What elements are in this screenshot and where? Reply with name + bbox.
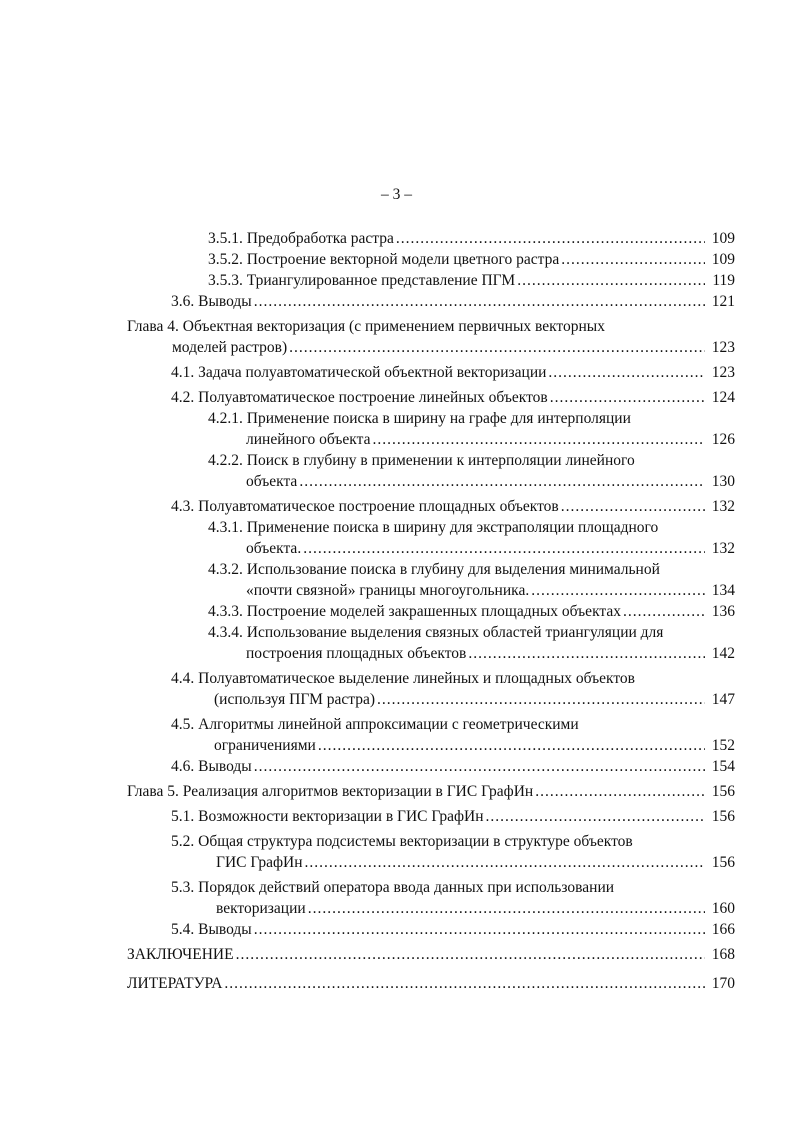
toc-page-ref: 168 bbox=[711, 946, 735, 963]
dot-leader bbox=[561, 496, 705, 517]
dot-leader bbox=[303, 538, 705, 559]
toc-title: ЛИТЕРАТУРА bbox=[127, 975, 223, 992]
toc-entry-4-3-4[interactable] bbox=[208, 622, 735, 664]
dot-leader bbox=[308, 898, 705, 919]
toc-title: 4.1. Задача полуавтоматической объектной векторизации bbox=[171, 364, 547, 381]
toc-title: ЗАКЛЮЧЕНИЕ bbox=[127, 946, 234, 963]
toc-page-ref: 109 bbox=[711, 230, 735, 247]
toc-page-ref: 126 bbox=[711, 431, 735, 448]
toc-title: 3.5.2. Построение векторной модели цветного растра bbox=[208, 251, 560, 268]
toc-title: 4.2.2. Поиск в глубину в применении к интерполяции линейного bbox=[208, 452, 635, 469]
toc-title-continued: ограничениями bbox=[214, 737, 316, 754]
toc-page-ref: 160 bbox=[711, 900, 735, 917]
toc-title: 4.2.1. Применение поиска в ширину на графе для интерполяции bbox=[208, 410, 631, 427]
dot-leader bbox=[468, 643, 705, 664]
toc-entry-4-1[interactable] bbox=[171, 362, 735, 383]
toc-page-ref: 130 bbox=[711, 473, 735, 490]
toc-title: 4.2. Полуавтоматическое построение линейных объектов bbox=[171, 389, 548, 406]
dot-leader bbox=[372, 429, 705, 450]
toc-title: 3.5.3. Триангулированное представление ПГМ bbox=[208, 272, 516, 289]
toc-entry-3-5-1[interactable] bbox=[208, 228, 735, 249]
toc-title-continued: ГИС ГрафИн bbox=[216, 854, 303, 871]
dot-leader bbox=[535, 781, 705, 802]
toc-entry-chapter-4[interactable] bbox=[127, 316, 735, 358]
toc-title-continued: объекта. bbox=[246, 540, 302, 557]
dot-leader bbox=[623, 601, 705, 622]
toc-page-ref: 170 bbox=[711, 975, 735, 992]
toc-entry-5-1[interactable] bbox=[171, 806, 735, 827]
toc-title-continued: объекта bbox=[246, 473, 298, 490]
toc-page-ref: 109 bbox=[711, 251, 735, 268]
toc-title: 4.3.4. Использование выделения связных областей триангуляции для bbox=[208, 624, 664, 641]
toc-page-ref: 132 bbox=[711, 498, 735, 515]
dot-leader bbox=[548, 362, 705, 383]
toc-page-ref: 121 bbox=[711, 293, 735, 310]
toc-title: 3.5.1. Предобработка растра bbox=[208, 230, 394, 247]
dot-leader bbox=[305, 852, 705, 873]
toc-title: Глава 5. Реализация алгоритмов векторизации в ГИС ГрафИн bbox=[127, 783, 534, 800]
dot-leader bbox=[531, 580, 705, 601]
toc-entry-3-5-2[interactable] bbox=[208, 249, 735, 270]
toc-page-ref: 156 bbox=[711, 783, 735, 800]
toc-entry-4-6[interactable] bbox=[171, 756, 735, 777]
toc-page-ref: 119 bbox=[712, 272, 735, 289]
toc-entry-5-2[interactable] bbox=[171, 831, 735, 873]
toc-page-ref: 152 bbox=[711, 737, 735, 754]
toc-page-ref: 156 bbox=[711, 854, 735, 871]
toc-title-continued: линейного объекта bbox=[246, 431, 371, 448]
toc-entry-3-6[interactable] bbox=[171, 291, 735, 312]
dot-leader bbox=[254, 291, 705, 312]
dot-leader bbox=[550, 387, 705, 408]
toc-title: 3.6. Выводы bbox=[171, 293, 252, 310]
dot-leader bbox=[254, 756, 705, 777]
toc-title: 4.3. Полуавтоматическое построение площадных объектов bbox=[171, 498, 559, 515]
toc-page-ref: 156 bbox=[711, 808, 735, 825]
toc-entry-5-3[interactable] bbox=[171, 877, 735, 919]
toc-title: 5.4. Выводы bbox=[171, 921, 252, 938]
toc-title: 4.6. Выводы bbox=[171, 758, 252, 775]
toc-page-ref: 154 bbox=[711, 758, 735, 775]
dot-leader bbox=[224, 973, 705, 994]
toc-title: 5.1. Возможности векторизации в ГИС ГрафИн bbox=[171, 808, 484, 825]
toc-page-ref: 124 bbox=[711, 389, 735, 406]
toc-title: 4.3.3. Построение моделей закрашенных площадных объектах bbox=[208, 603, 621, 620]
toc-page-ref: 166 bbox=[711, 921, 735, 938]
toc-entry-references[interactable] bbox=[127, 973, 735, 994]
toc-page-ref: 123 bbox=[711, 339, 735, 356]
toc-title-continued: векторизации bbox=[216, 900, 306, 917]
toc-page-ref: 134 bbox=[711, 582, 735, 599]
toc-title-continued: (используя ПГМ растра) bbox=[214, 691, 376, 708]
toc-title: 4.4. Полуавтоматическое выделение линейных и площадных объектов bbox=[171, 670, 635, 687]
toc-entry-conclusion[interactable] bbox=[127, 944, 735, 965]
dot-leader bbox=[299, 471, 705, 492]
dot-leader bbox=[254, 919, 705, 940]
toc-page-ref: 136 bbox=[711, 603, 735, 620]
toc-entry-5-4[interactable] bbox=[171, 919, 735, 940]
toc-title: 5.3. Порядок действий оператора ввода данных при использовании bbox=[171, 879, 615, 896]
toc-entry-4-2-1[interactable] bbox=[208, 408, 735, 450]
dot-leader bbox=[318, 735, 705, 756]
toc-entry-4-2[interactable] bbox=[171, 387, 735, 408]
toc-title: 4.3.2. Использование поиска в глубину для выделения минимальной bbox=[208, 561, 660, 578]
toc-title-continued: «почти связной» границы многоугольника. bbox=[246, 582, 530, 599]
dot-leader bbox=[289, 337, 705, 358]
toc-title: Глава 4. Объектная векторизация (с применением первичных векторных bbox=[127, 318, 605, 335]
dot-leader bbox=[236, 944, 705, 965]
toc-entry-4-5[interactable] bbox=[171, 714, 735, 756]
dot-leader bbox=[486, 806, 705, 827]
toc-entry-4-3-2[interactable] bbox=[208, 559, 735, 601]
dot-leader bbox=[561, 249, 705, 270]
page-number: – 3 – bbox=[381, 186, 412, 203]
toc-title-continued: моделей растров) bbox=[172, 339, 288, 356]
toc-entry-4-4[interactable] bbox=[171, 668, 735, 710]
toc-entry-4-3-1[interactable] bbox=[208, 517, 735, 559]
toc-entry-4-3[interactable] bbox=[171, 496, 735, 517]
toc-entry-4-2-2[interactable] bbox=[208, 450, 735, 492]
dot-leader bbox=[377, 689, 705, 710]
toc-page-ref: 123 bbox=[711, 364, 735, 381]
toc-page-ref: 142 bbox=[711, 645, 735, 662]
toc-entry-3-5-3[interactable] bbox=[208, 270, 735, 291]
toc-entry-4-3-3[interactable] bbox=[208, 601, 735, 622]
toc-page-ref: 147 bbox=[711, 691, 735, 708]
table-of-contents bbox=[0, 228, 793, 994]
toc-entry-chapter-5[interactable] bbox=[127, 781, 735, 802]
toc-title: 5.2. Общая структура подсистемы векторизации в структуре объектов bbox=[171, 833, 633, 850]
toc-title: 4.3.1. Применение поиска в ширину для экстраполяции площадного bbox=[208, 519, 659, 536]
toc-page-ref: 132 bbox=[711, 540, 735, 557]
toc-title: 4.5. Алгоритмы линейной аппроксимации с геометрическими bbox=[171, 716, 579, 733]
dot-leader bbox=[396, 228, 705, 249]
toc-title-continued: построения площадных объектов bbox=[246, 645, 467, 662]
dot-leader bbox=[517, 270, 705, 291]
